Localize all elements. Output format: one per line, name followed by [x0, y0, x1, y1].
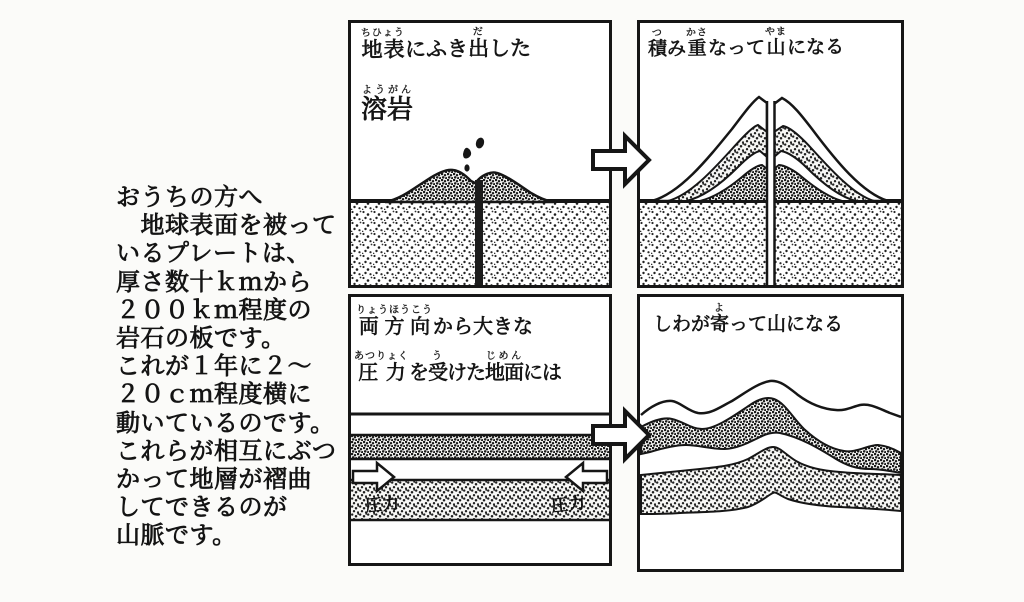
- note-line: ２００ｋｍ程度の: [116, 295, 312, 324]
- note-line: ２０ｃｍ程度横に: [116, 380, 312, 409]
- panel-folded-mountain-title: しわが寄よって山になる: [653, 303, 844, 335]
- note-line: 山脈です。: [116, 521, 237, 550]
- note-line: かって地層が褶曲: [116, 465, 312, 494]
- folded-strata-drawing: [640, 297, 901, 569]
- note-line: 地球表面を被って: [116, 211, 337, 240]
- panel-folded-mountain: [637, 294, 904, 572]
- parent-note: [116, 183, 356, 550]
- note-line: 厚さ数十ｋｍから: [116, 267, 312, 296]
- note-line: これらが相互にぶつ: [116, 436, 337, 465]
- lava-blobs-icon: [463, 137, 486, 172]
- lava-mound: [385, 170, 553, 202]
- magma-conduit: [475, 180, 483, 285]
- panel-lava-eruption-subtitle: 溶岩ようがん: [361, 85, 414, 125]
- panel-lava-eruption: [348, 20, 612, 288]
- note-line: おうちの方へ: [116, 183, 263, 211]
- step-arrow-top: [590, 131, 652, 189]
- step-arrow-bottom: [590, 406, 652, 464]
- arrow-right-icon: [593, 136, 649, 184]
- note-line: 岩石の板です。: [116, 324, 286, 353]
- panel-compression-title-line2: 圧力あつりょくを受うけた地面じめんには: [354, 351, 561, 384]
- pressure-label-left: 圧力: [364, 493, 401, 517]
- note-line: これが１年に２～: [116, 352, 312, 381]
- panel-stacked-mountain-title: 積つみ重かさなって山やまになる: [647, 26, 845, 61]
- panel-compression-title-line1: 両方向りょうほうこうから大きな: [356, 305, 533, 338]
- panel-compression: [348, 294, 612, 566]
- panel-lava-eruption-title: 地表ちひょうにふき出だした: [360, 26, 532, 62]
- conduit-channel: [768, 101, 774, 285]
- arrow-right-icon: [593, 411, 649, 459]
- note-line: 動いているのです。: [116, 408, 335, 437]
- note-line: いるプレートは、: [116, 239, 312, 268]
- note-line: してできるのが: [116, 493, 288, 522]
- panel-stacked-mountain: [637, 20, 904, 288]
- pressure-label-right: 圧力: [550, 493, 587, 517]
- stratum-band-upper: [351, 435, 609, 459]
- layered-mountain-drawing: [640, 23, 901, 285]
